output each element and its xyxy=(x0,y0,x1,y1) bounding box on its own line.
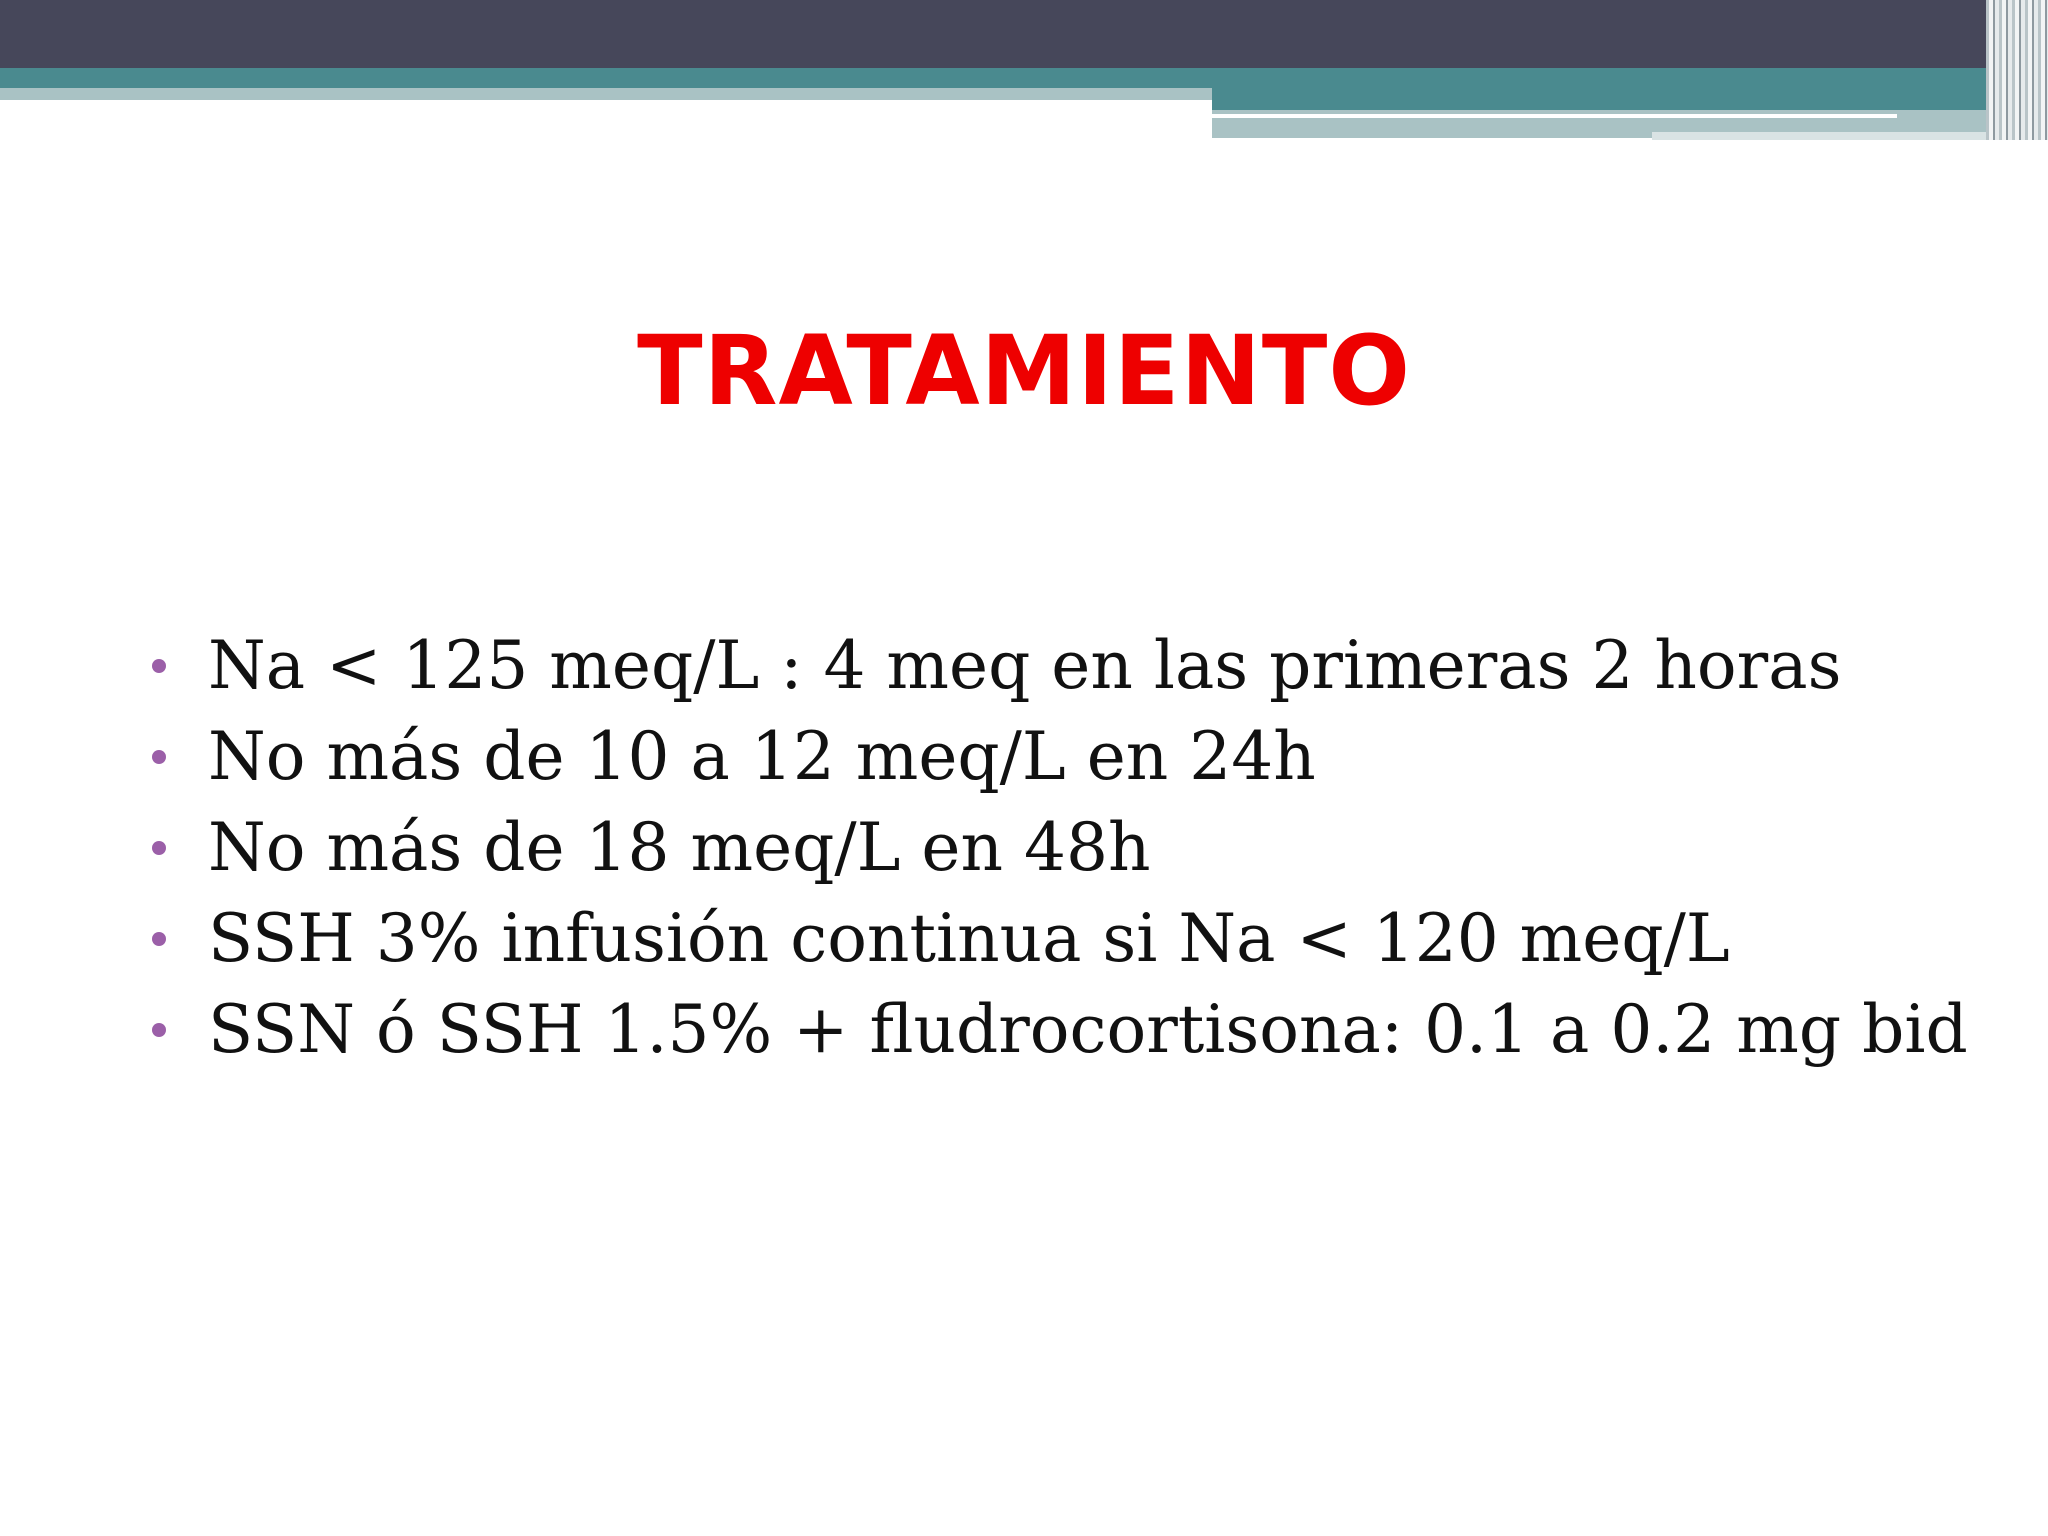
bullet-dot-icon xyxy=(152,750,166,764)
bullet-text: No más de 18 meq/L en 48h xyxy=(208,809,1151,886)
bullet-item xyxy=(150,984,2010,1075)
header-band-teal xyxy=(0,68,2048,88)
header-band-teal-right xyxy=(1212,88,2048,110)
bullet-text: No más de 10 a 12 meq/L en 24h xyxy=(208,718,1316,795)
bullet-dot-icon xyxy=(152,1023,166,1037)
header-stripes xyxy=(1986,0,2048,140)
bullet-text: SSN ó SSH 1.5% + fludrocortisona: 0.1 a 0.2 mg bid xyxy=(208,991,1968,1068)
header-band-light-left xyxy=(0,88,1212,100)
bullet-item xyxy=(150,802,2010,893)
bullet-dot-icon xyxy=(152,841,166,855)
bullet-text: SSH 3% infusión continua si Na < 120 meq/L xyxy=(208,900,1730,977)
slide-title-text: TRATAMIENTO xyxy=(637,315,1411,427)
bullet-dot-icon xyxy=(152,659,166,673)
bullet-dot-icon xyxy=(152,932,166,946)
bullet-list xyxy=(150,620,2010,1075)
bullet-item xyxy=(150,711,2010,802)
bullet-item xyxy=(150,620,2010,711)
bullet-text: Na < 125 meq/L : 4 meq en las primeras 2 horas xyxy=(208,627,1842,704)
header-white-line xyxy=(1212,114,1897,118)
bullet-item xyxy=(150,893,2010,984)
header-band-dark xyxy=(0,0,2048,68)
slide-title xyxy=(0,315,2048,427)
